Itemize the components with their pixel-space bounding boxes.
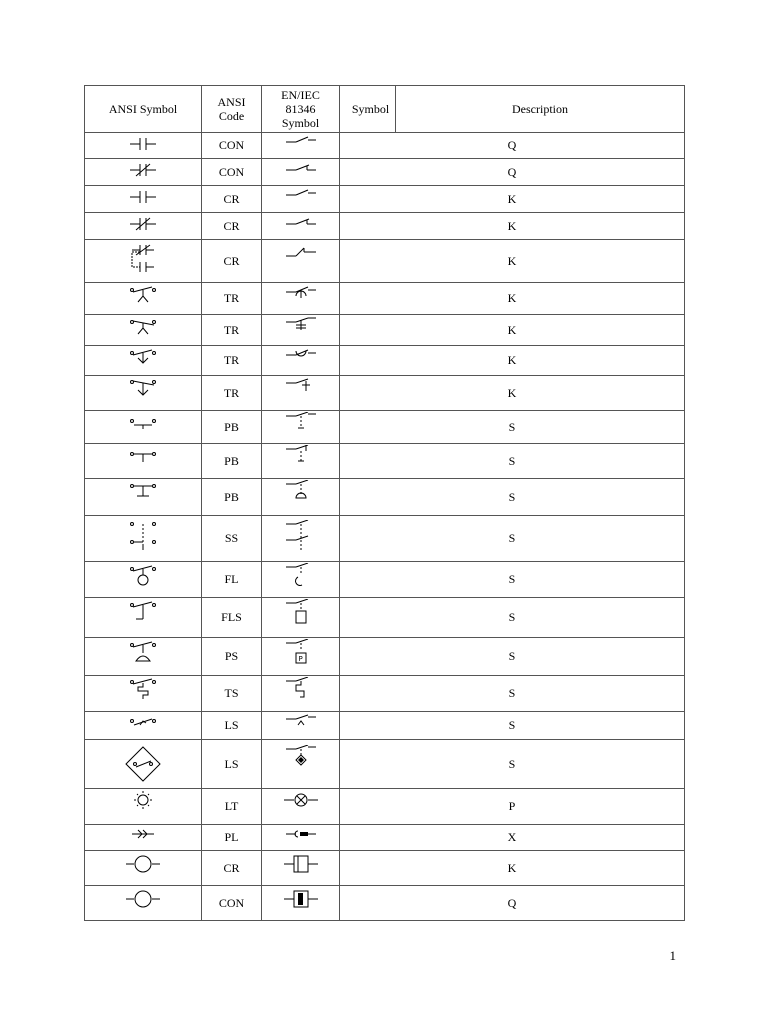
iec-symbol-cell: [262, 740, 340, 789]
ansi-code-cell: LS: [202, 712, 262, 740]
ansi-symbol-cell: [85, 444, 202, 479]
header-row: [85, 86, 685, 133]
iec-symbol-cell: [262, 186, 340, 213]
table-row: [85, 825, 685, 851]
table-row: [85, 376, 685, 411]
ansi-code-cell: PB: [202, 479, 262, 516]
table-row: [85, 283, 685, 315]
iec-symbol-cell: [262, 479, 340, 516]
ansi-symbol-cell: [85, 376, 202, 411]
iec-symbol-cell: [262, 444, 340, 479]
table-row: [85, 444, 685, 479]
ansi-code-cell: FLS: [202, 598, 262, 638]
iec-symbol-cell: [262, 133, 340, 159]
table-row: [85, 740, 685, 789]
coil-icon: [124, 887, 162, 920]
ansi-code-cell: PS: [202, 638, 262, 676]
level-switch-icon: [124, 599, 162, 637]
ansi-symbol-cell: [85, 638, 202, 676]
table-row: [85, 346, 685, 376]
ansi-symbol-cell: [85, 346, 202, 376]
description-cell: S: [340, 712, 685, 740]
iec-level-switch-icon: [282, 599, 320, 637]
ansi-code-cell: TR: [202, 376, 262, 411]
timer-nc-on-delay-icon: [124, 316, 162, 345]
iec-timer-make-delay-icon: [282, 284, 320, 314]
header-symbol: Symbol: [340, 86, 396, 133]
ansi-symbol-cell: [85, 676, 202, 712]
description-cell: Q: [340, 133, 685, 159]
ansi-symbol-cell: [85, 516, 202, 562]
ansi-symbol-cell: [85, 159, 202, 186]
symbol-table: [84, 85, 685, 921]
iec-flow-switch-icon: [282, 563, 320, 597]
iec-pushbutton-make-icon: [282, 412, 320, 443]
iec-symbol-cell: [262, 346, 340, 376]
pressure-switch-icon: [124, 639, 162, 675]
description-cell: S: [340, 479, 685, 516]
description-cell: K: [340, 315, 685, 346]
timer-no-off-delay-icon: [124, 347, 162, 375]
table-row: [85, 479, 685, 516]
iec-pushbutton-mushroom-icon: [282, 480, 320, 515]
ansi-code-cell: CR: [202, 213, 262, 240]
plug-icon: [124, 826, 162, 850]
table-row: [85, 133, 685, 159]
ansi-symbol-cell: [85, 562, 202, 598]
page-number: 1: [669, 948, 676, 963]
ansi-symbol-cell: [85, 740, 202, 789]
iec-lamp-icon: [282, 790, 320, 824]
svg-text:P: P: [298, 654, 303, 663]
iec-break-contact-icon: [282, 214, 320, 239]
description-cell: S: [340, 562, 685, 598]
iec-symbol-cell: [262, 638, 340, 676]
ansi-symbol-cell: [85, 240, 202, 283]
iec-symbol-cell: [262, 562, 340, 598]
table-row: [85, 789, 685, 825]
iec-symbol-cell: [262, 825, 340, 851]
iec-coil-icon: [282, 852, 320, 885]
description-cell: S: [340, 598, 685, 638]
table-row: [85, 411, 685, 444]
ansi-code-cell: CON: [202, 133, 262, 159]
ansi-symbol-cell: [85, 283, 202, 315]
table-row: [85, 213, 685, 240]
flow-switch-icon: [124, 563, 162, 597]
description-cell: K: [340, 376, 685, 411]
timer-no-on-delay-icon: [124, 284, 162, 314]
header-iec-symbol: EN/IEC 81346 Symbol: [262, 86, 340, 133]
ansi-code-cell: LS: [202, 740, 262, 789]
ansi-code-cell: PB: [202, 411, 262, 444]
contact-nc-icon: [124, 214, 162, 239]
temperature-switch-icon: [124, 677, 162, 711]
ansi-code-cell: FL: [202, 562, 262, 598]
table-row: [85, 598, 685, 638]
iec-limit-switch-diamond-icon: [282, 745, 320, 783]
ansi-symbol-cell: [85, 213, 202, 240]
contact-nonc-linked-icon: [124, 242, 162, 280]
pushbutton-no-icon: [124, 412, 162, 443]
table-row: [85, 562, 685, 598]
ansi-symbol-cell: [85, 479, 202, 516]
iec-timer-make-release-icon: [282, 347, 320, 375]
description-cell: S: [340, 444, 685, 479]
contact-no-icon: [124, 187, 162, 212]
iec-symbol-cell: [262, 240, 340, 283]
description-cell: S: [340, 638, 685, 676]
table-row: [85, 159, 685, 186]
iec-pressure-switch-icon: [282, 639, 320, 675]
ansi-code-cell: CR: [202, 240, 262, 283]
iec-symbol-cell: [262, 886, 340, 921]
iec-symbol-cell: [262, 712, 340, 740]
header-ansi-symbol: ANSI Symbol: [85, 86, 202, 133]
iec-make-contact-icon: [282, 134, 320, 158]
lamp-icon: [124, 790, 162, 824]
limit-switch-diamond-icon: [124, 745, 162, 783]
ansi-code-cell: TR: [202, 346, 262, 376]
description-cell: X: [340, 825, 685, 851]
iec-symbol-cell: [262, 851, 340, 886]
ansi-symbol-cell: [85, 411, 202, 444]
iec-timer-break-release-icon: [282, 377, 320, 410]
limit-switch-icon: [124, 713, 162, 739]
table-row: [85, 638, 685, 676]
ansi-symbol-cell: [85, 886, 202, 921]
ansi-code-cell: TS: [202, 676, 262, 712]
timer-nc-off-delay-icon: [124, 377, 162, 410]
ansi-symbol-cell: [85, 133, 202, 159]
iec-temperature-switch-icon: [282, 677, 320, 711]
table-row: [85, 712, 685, 740]
iec-symbol-cell: [262, 283, 340, 315]
description-cell: S: [340, 740, 685, 789]
description-cell: Q: [340, 159, 685, 186]
ansi-code-cell: TR: [202, 283, 262, 315]
ansi-symbol-cell: [85, 315, 202, 346]
iec-selector-switch-icon: [282, 520, 320, 558]
ansi-code-cell: TR: [202, 315, 262, 346]
table-row: [85, 186, 685, 213]
ansi-code-cell: SS: [202, 516, 262, 562]
ansi-code-cell: CON: [202, 159, 262, 186]
iec-symbol-cell: [262, 213, 340, 240]
coil-icon: [124, 852, 162, 885]
table-row: [85, 886, 685, 921]
description-cell: S: [340, 411, 685, 444]
contact-nc-icon: [124, 160, 162, 185]
iec-symbol-cell: [262, 598, 340, 638]
ansi-code-cell: CR: [202, 186, 262, 213]
ansi-symbol-cell: [85, 825, 202, 851]
iec-break-contact-icon: [282, 160, 320, 185]
description-cell: K: [340, 346, 685, 376]
iec-symbol-cell: [262, 376, 340, 411]
iec-pushbutton-break-icon: [282, 445, 320, 478]
header-description: Description: [396, 86, 685, 133]
iec-symbol-cell: [262, 315, 340, 346]
iec-symbol-cell: [262, 159, 340, 186]
description-cell: K: [340, 213, 685, 240]
selector-switch-icon: [124, 520, 162, 558]
pushbutton-mushroom-icon: [124, 480, 162, 515]
table-row: [85, 851, 685, 886]
iec-symbol-cell: [262, 789, 340, 825]
iec-changeover-contact-icon: [282, 242, 320, 280]
description-cell: K: [340, 283, 685, 315]
table-row: [85, 315, 685, 346]
ansi-symbol-cell: [85, 712, 202, 740]
header-ansi-code: ANSI Code: [202, 86, 262, 133]
ansi-code-cell: PL: [202, 825, 262, 851]
description-cell: K: [340, 186, 685, 213]
description-cell: S: [340, 676, 685, 712]
iec-symbol-cell: [262, 516, 340, 562]
ansi-symbol-cell: [85, 598, 202, 638]
ansi-code-cell: LT: [202, 789, 262, 825]
description-cell: K: [340, 851, 685, 886]
iec-symbol-cell: [262, 676, 340, 712]
table-row: [85, 516, 685, 562]
ansi-symbol-cell: [85, 186, 202, 213]
iec-symbol-cell: [262, 411, 340, 444]
ansi-code-cell: CON: [202, 886, 262, 921]
ansi-symbol-cell: [85, 851, 202, 886]
description-cell: S: [340, 516, 685, 562]
description-cell: Q: [340, 886, 685, 921]
iec-plug-icon: [282, 826, 320, 850]
pushbutton-nc-icon: [124, 445, 162, 478]
description-cell: P: [340, 789, 685, 825]
ansi-code-cell: CR: [202, 851, 262, 886]
iec-timer-break-delay-icon: [282, 316, 320, 345]
ansi-symbol-cell: [85, 789, 202, 825]
table-row: [85, 240, 685, 283]
description-cell: K: [340, 240, 685, 283]
ansi-code-cell: PB: [202, 444, 262, 479]
table-row: [85, 676, 685, 712]
iec-make-contact-icon: [282, 187, 320, 212]
iec-limit-switch-icon: [282, 713, 320, 739]
contact-no-icon: [124, 134, 162, 158]
iec-coil-contactor-icon: [282, 887, 320, 920]
